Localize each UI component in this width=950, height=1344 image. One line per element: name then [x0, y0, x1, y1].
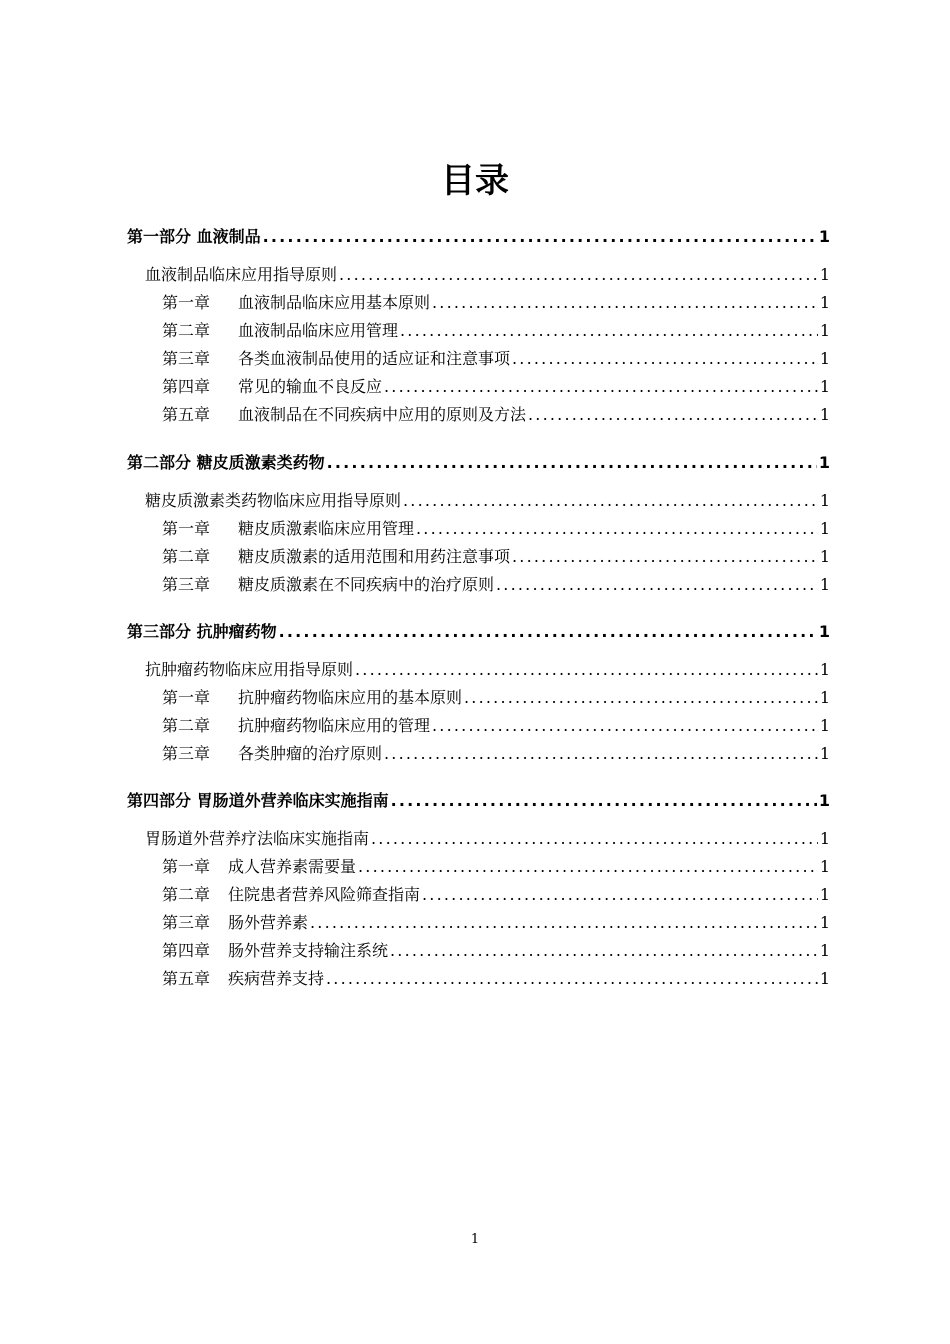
toc-part-4[interactable] — [127, 789, 830, 813]
toc-page-number: 1 — [819, 321, 830, 340]
toc-part-label: 第一部分 血液制品 — [127, 227, 261, 246]
toc-section-label: 胃肠道外营养疗法临床实施指南 — [145, 829, 370, 848]
toc-chapter-label: 血液制品临床应用管理 — [238, 321, 399, 340]
toc-section-label: 血液制品临床应用指导原则 — [145, 265, 338, 284]
toc-chapter-label: 住院患者营养风险筛查指南 — [228, 885, 421, 904]
toc-chapter-number: 第一章 — [162, 688, 211, 707]
toc-chapter-number: 第三章 — [162, 575, 211, 594]
toc-chapter-number: 第三章 — [162, 913, 211, 932]
leader-dots — [512, 347, 818, 371]
leader-dots — [279, 620, 817, 644]
toc-chapter-number: 第二章 — [162, 885, 211, 904]
toc-page-number: 1 — [819, 688, 830, 707]
leader-dots — [391, 789, 817, 813]
leader-dots — [384, 742, 818, 766]
toc-page-number: 1 — [819, 716, 830, 735]
leader-dots — [339, 263, 818, 287]
toc-chapter-label: 成人营养素需要量 — [228, 857, 357, 876]
toc-page-number: 1 — [819, 547, 830, 566]
toc-page-number: 1 — [818, 453, 830, 472]
toc-chapter-1-5[interactable] — [162, 403, 830, 427]
toc-page-number: 1 — [819, 519, 830, 538]
toc-page-number: 1 — [819, 941, 830, 960]
toc-chapter-label: 糖皮质激素的适用范围和用药注意事项 — [238, 547, 511, 566]
toc-chapter-number: 第三章 — [162, 349, 211, 368]
toc-page-number: 1 — [819, 913, 830, 932]
toc-page-number: 1 — [819, 349, 830, 368]
toc-part-label: 第四部分 胃肠道外营养临床实施指南 — [127, 791, 389, 810]
leader-dots — [528, 403, 818, 427]
leader-dots — [371, 827, 818, 851]
toc-chapter-number: 第二章 — [162, 547, 211, 566]
toc-chapter-label: 常见的输血不良反应 — [238, 377, 383, 396]
toc-page-number: 1 — [819, 885, 830, 904]
leader-dots — [263, 225, 817, 249]
leader-dots — [384, 375, 818, 399]
toc-chapter-4-2[interactable] — [162, 883, 830, 907]
toc-page-number: 1 — [818, 791, 830, 810]
toc-chapter-label: 各类血液制品使用的适应证和注意事项 — [238, 349, 511, 368]
toc-chapter-number: 第四章 — [162, 377, 211, 396]
toc-chapter-1-3[interactable] — [162, 347, 830, 371]
toc-chapter-1-1[interactable] — [162, 291, 830, 315]
toc-page-number: 1 — [819, 491, 830, 510]
toc-page-number: 1 — [819, 969, 830, 988]
toc-section-4[interactable] — [145, 827, 830, 851]
toc-page-number: 1 — [819, 857, 830, 876]
toc-chapter-3-1[interactable] — [162, 686, 830, 710]
leader-dots — [432, 291, 818, 315]
toc-page-number: 1 — [819, 660, 830, 679]
toc-chapter-label: 肠外营养素 — [228, 913, 309, 932]
toc-section-1[interactable] — [145, 263, 830, 287]
toc-chapter-2-3[interactable] — [162, 573, 830, 597]
toc-section-label: 糖皮质激素类药物临床应用指导原则 — [145, 491, 402, 510]
leader-dots — [400, 319, 818, 343]
toc-page-number: 1 — [818, 227, 830, 246]
toc-page-number: 1 — [819, 377, 830, 396]
toc-chapter-label: 抗肿瘤药物临床应用的基本原则 — [238, 688, 463, 707]
toc-chapter-1-2[interactable] — [162, 319, 830, 343]
toc-page-number: 1 — [819, 829, 830, 848]
toc-chapter-4-4[interactable] — [162, 939, 830, 963]
toc-chapter-number: 第五章 — [162, 405, 211, 424]
toc-part-1[interactable] — [127, 225, 830, 249]
leader-dots — [512, 545, 818, 569]
toc-page-number: 1 — [819, 575, 830, 594]
leader-dots — [416, 517, 818, 541]
toc-chapter-label: 血液制品临床应用基本原则 — [238, 293, 431, 312]
toc-part-label: 第二部分 糖皮质激素类药物 — [127, 453, 325, 472]
toc-page-number: 1 — [818, 622, 830, 641]
toc-chapter-label: 血液制品在不同疾病中应用的原则及方法 — [238, 405, 527, 424]
toc-chapter-number: 第二章 — [162, 716, 211, 735]
leader-dots — [432, 714, 818, 738]
toc-chapter-number: 第二章 — [162, 321, 211, 340]
toc-page-number: 1 — [819, 744, 830, 763]
toc-chapter-label: 糖皮质激素临床应用管理 — [238, 519, 415, 538]
toc-chapter-2-1[interactable] — [162, 517, 830, 541]
toc-chapter-4-3[interactable] — [162, 911, 830, 935]
toc-page-number: 1 — [819, 293, 830, 312]
page-footer-number: 1 — [470, 1232, 480, 1247]
toc-section-3[interactable] — [145, 658, 830, 682]
leader-dots — [355, 658, 818, 682]
leader-dots — [390, 939, 818, 963]
toc-chapter-label: 肠外营养支持输注系统 — [228, 941, 389, 960]
toc-chapter-number: 第五章 — [162, 969, 211, 988]
toc-chapter-number: 第四章 — [162, 941, 211, 960]
leader-dots — [496, 573, 818, 597]
leader-dots — [403, 489, 818, 513]
toc-chapter-number: 第一章 — [162, 519, 211, 538]
toc-page-number: 1 — [819, 265, 830, 284]
toc-part-2[interactable] — [127, 451, 830, 475]
toc-chapter-label: 糖皮质激素在不同疾病中的治疗原则 — [238, 575, 495, 594]
leader-dots — [327, 451, 817, 475]
toc-chapter-4-5[interactable] — [162, 967, 830, 991]
toc-chapter-number: 第一章 — [162, 857, 211, 876]
toc-page-number: 1 — [819, 405, 830, 424]
leader-dots — [358, 855, 818, 879]
toc-chapter-label: 抗肿瘤药物临床应用的管理 — [238, 716, 431, 735]
toc-chapter-number: 第一章 — [162, 293, 211, 312]
toc-part-label: 第三部分 抗肿瘤药物 — [127, 622, 277, 641]
toc-section-label: 抗肿瘤药物临床应用指导原则 — [145, 660, 354, 679]
toc-chapter-number: 第三章 — [162, 744, 211, 763]
toc-chapter-2-2[interactable] — [162, 545, 830, 569]
leader-dots — [464, 686, 818, 710]
toc-part-3[interactable] — [127, 620, 830, 644]
toc-section-2[interactable] — [145, 489, 830, 513]
toc-chapter-label: 疾病营养支持 — [228, 969, 325, 988]
toc-chapter-1-4[interactable] — [162, 375, 830, 399]
page-title: 目录 — [441, 161, 509, 201]
toc-chapter-3-2[interactable] — [162, 714, 830, 738]
leader-dots — [310, 911, 818, 935]
leader-dots — [422, 883, 818, 907]
leader-dots — [326, 967, 818, 991]
toc-chapter-label: 各类肿瘤的治疗原则 — [238, 744, 383, 763]
toc-chapter-3-3[interactable] — [162, 742, 830, 766]
toc-chapter-4-1[interactable] — [162, 855, 830, 879]
